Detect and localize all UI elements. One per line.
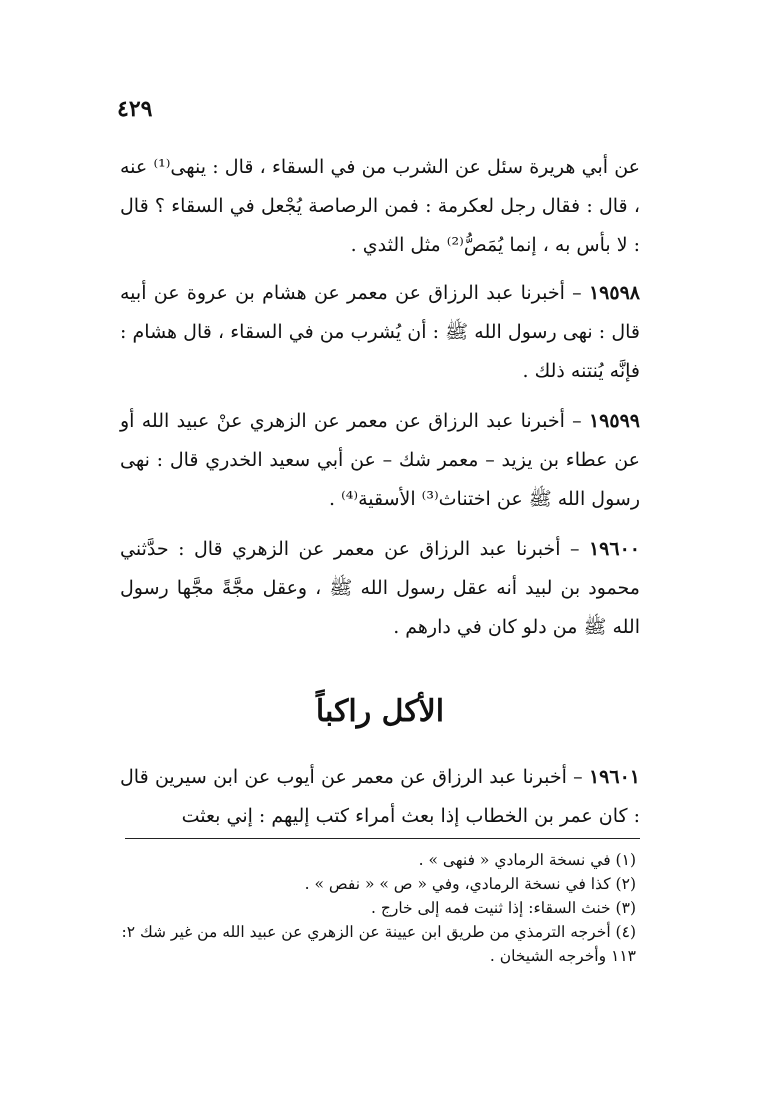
footnote-divider [125,838,640,839]
hadith-number: ١٩٦٠٠ [588,538,640,560]
section-heading: الأكل راكباً [315,694,445,729]
paragraph-text: – أخبرنا عبد الرزاق عن معمر عن هشام بن عروة عن أبيه قال : نهى رسول الله ﷺ : أن يُشرب من في السقاء ، قال هشام : فإنَّه يُنتنه ذلك . [120,282,640,382]
hadith-paragraph [120,758,640,836]
footnotes [118,848,646,968]
hadith-paragraph [120,274,640,391]
page-number: ٤٢٩ [117,96,153,122]
paragraph-continuation [120,148,640,265]
paragraph-text: – أخبرنا عبد الرزاق عن معمر عن الزهري قال : حدَّثني محمود بن لبيد أنه عقل رسول الله ﷺ ، وعقل مجَّةً مجَّها رسول الله ﷺ من دلو كان في دارهم . [120,538,640,638]
paragraph-text: – أخبرنا عبد الرزاق عن معمر عن أيوب عن ابن سيرين قال : كان عمر بن الخطاب إذا بعث أمراء كتب إليهم : إني بعثت [120,766,640,827]
paragraph-text: – أخبرنا عبد الرزاق عن معمر عن الزهري عنْ عبيد الله أو عن عطاء بن يزيد – معمر شك – عن أبي سعيد الخدري قال : نهى رسول الله ﷺ عن اختناث⁽³⁾ الأسقية⁽⁴⁾ . [120,410,640,510]
paragraph-text: عن أبي هريرة سئل عن الشرب من في السقاء ، قال : ينهى⁽¹⁾ عنه ، قال : فقال رجل لعكرمة : فمن الرصاصة يُجْعل في السقاء ؟ قال : لا بأس به ، إنما يُمَصُّ⁽²⁾ مثل الثدي . [120,156,640,256]
footnote: (٣) خنث السقاء: إذا ثنيت فمه إلى خارج . [370,899,636,917]
footnote: (٢) كذا في نسخة الرمادي، وفي « ص » « نفص » . [304,875,636,893]
hadith-paragraph [120,402,640,519]
footnote: (١) في نسخة الرمادي « فنهى » . [418,851,636,869]
hadith-paragraph [120,530,640,647]
footnote: (٤) أخرجه الترمذي من طريق ابن عيينة عن الزهري عن عبيد الله من غير شك ٢: ١١٣ وأخرجه الشيخان . [121,923,636,965]
hadith-number: ١٩٦٠١ [588,766,640,788]
hadith-number: ١٩٥٩٨ [588,282,640,304]
hadith-number: ١٩٥٩٩ [588,410,640,432]
